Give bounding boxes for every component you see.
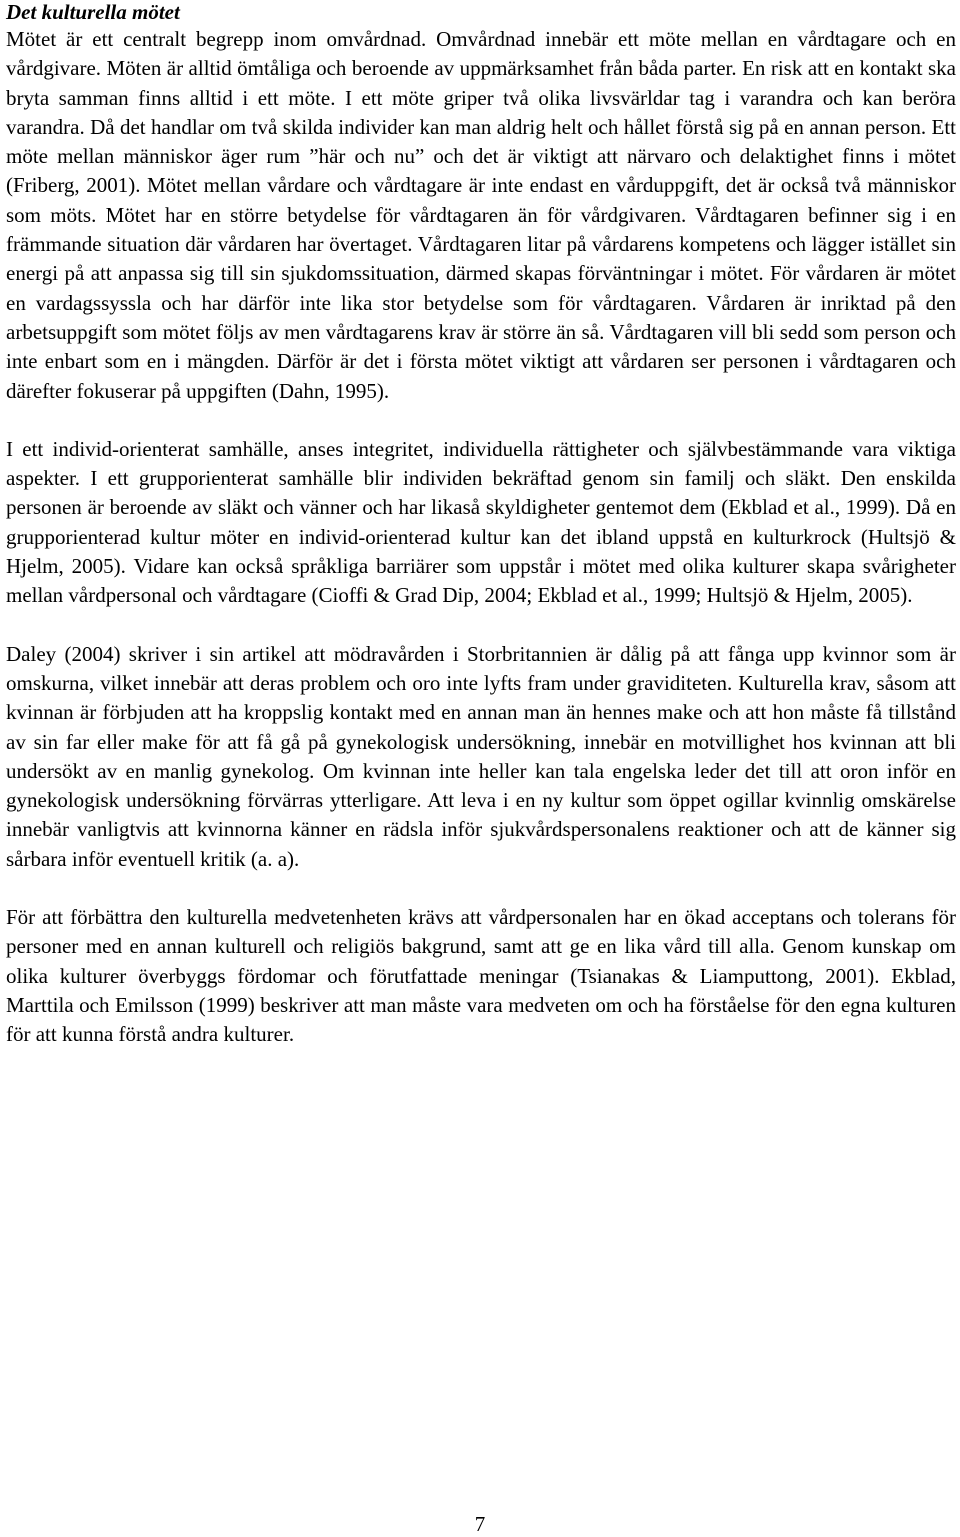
page-number: 7 xyxy=(474,1512,486,1536)
paragraph-gap xyxy=(6,874,956,903)
paragraph-gap xyxy=(6,611,956,640)
paragraph-3: Daley (2004) skriver i sin artikel att mödravården i Storbritannien är dålig på att fånga upp kvinnor som är omskurna, vilket innebär att deras problem och oro inte lyfts fram under graviditeten. Kulturella krav, såsom att kvinnan är förbjuden att ha kroppslig kontakt med en annan man än hennes make och att hon måste få tillstånd av sin far eller make för att få gå på gynekologisk undersökning, innebär en motvillighet hos kvinnan att bli undersökt av en manlig gynekolog. Om kvinnan inte heller kan tala engelska leder det till att oron inför en gynekologisk undersökning förvärras ytterligare. Att leva i en ny kultur som öppet ogillar kvinnlig omskärelse innebär vanligtvis att kvinnorna känner en rädsla inför sjukvårdspersonalens reaktioner och att de känner sig sårbara inför eventuell kritik (a. a). xyxy=(6,641,956,871)
section-heading: Det kulturella mötet xyxy=(6,0,180,24)
paragraph-2: I ett individ-orienterat samhälle, anses integritet, individuella rättigheter och självbestämmande vara viktiga aspekter. I ett grupporienterat samhälle blir individen bekräftad genom sin familj och släkt. Den enskilda personen är beroende av släkt och vänner och har likaså skyldigheter gentemot dem (Ekblad et al., 1999). Då en grupporienterad kultur möter en individ-orienterad kultur kan det ibland uppstå en kulturkrock (Hultsjö & Hjelm, 2005). Vidare kan också språkliga barriärer som uppstår i mötet med olika kulturer skapa svårigheter mellan vårdpersonal och vårdtagare (Cioffi & Grad Dip, 2004; Ekblad et al., 1999; Hultsjö & Hjelm, 2005). xyxy=(6,436,956,608)
document-page xyxy=(6,0,956,1050)
paragraph-4: För att förbättra den kulturella medvetenheten krävs att vårdpersonalen har en ökad acceptans och tolerans för personer med en annan kulturell och religiös bakgrund, samt att ge en lika vård till alla. Genom kunskap om olika kulturer överbyggs fördomar och förutfattade meningar (Tsianakas & Liamputtong, 2001). Ekblad, Marttila och Emilsson (1999) beskriver att man måste vara medveten om och ha förståelse för den egna kulturen för att kunna förstå andra kulturer. xyxy=(6,905,956,1047)
paragraph-1: Mötet är ett centralt begrepp inom omvårdnad. Omvårdnad innebär ett möte mellan en vårdtagare och en vårdgivare. Möten är alltid ömtåliga och beroende av uppmärksamhet från båda parter. En risk att en kontakt ska bryta samman finns alltid i ett möte. I ett möte griper två olika livsvärldar tag i varandra och kan beröra varandra. Då det handlar om två skilda individer kan man aldrig helt och hållet förstå sig på en annan person. Ett möte mellan människor äger rum ”här och nu” och det är viktigt att närvaro och delaktighet finns i mötet (Friberg, 2001). Mötet mellan vårdare och vårdtagare är inte endast en vårduppgift, det är också två människor som möts. Mötet har en större betydelse för vårdtagaren än för vårdgivaren. Vårdtagaren befinner sig i en främmande situation där vårdaren har övertaget. Vårdtagaren litar på vårdarens kompetens och lägger istället sin energi på att anpassa sig till sin sjukdomssituation, därmed skapas förväntningar i mötet. För vårdaren är mötet en vardagssyssla och har därför inte lika stor betydelse som för vårdtagaren. Vårdaren är inriktad på den arbetsuppgift som mötet följs av men vårdtagarens krav är större än så. Vårdtagaren vill bli sedd som person och inte enbart som en i mängden. Därför är det i första mötet viktigt att vårdaren ser personen i vårdtagaren och därefter fokuserar på uppgiften (Dahn, 1995). xyxy=(6,27,956,403)
paragraph-gap xyxy=(6,406,956,435)
